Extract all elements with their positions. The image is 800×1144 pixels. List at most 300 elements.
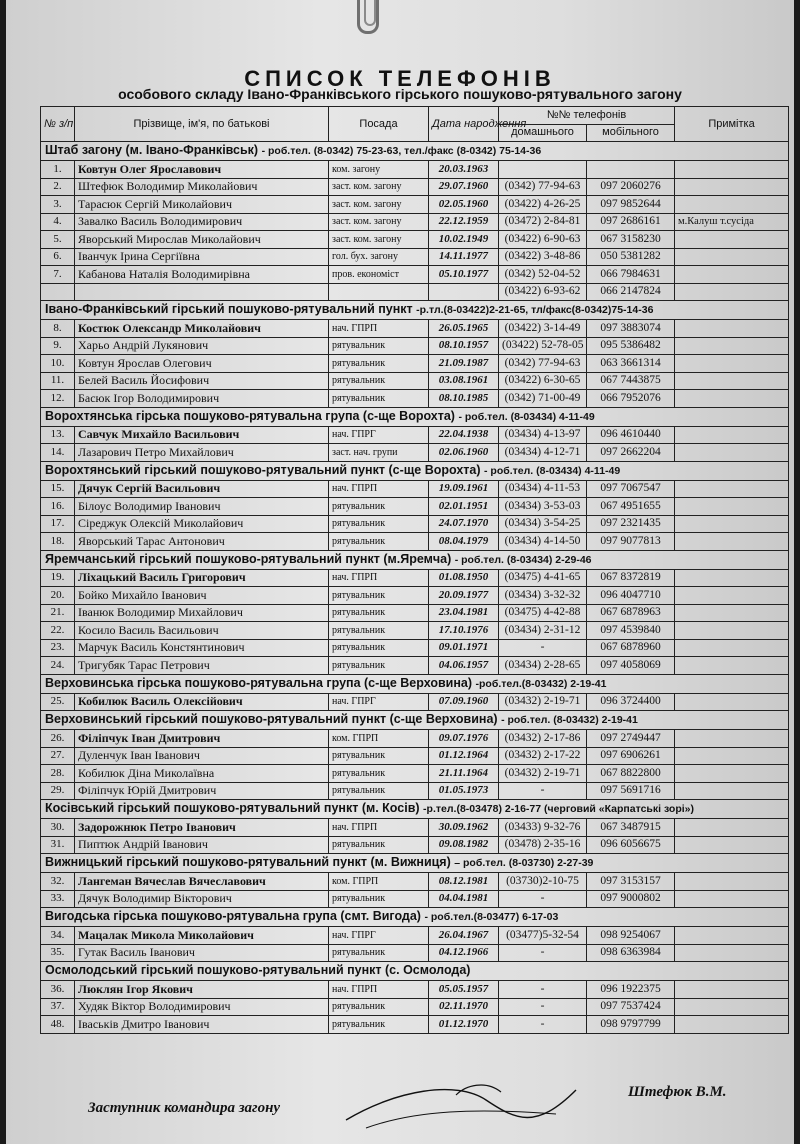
mobile-phone: 097 6906261 <box>587 747 675 765</box>
person-name: Худяк Віктор Володимирович <box>75 998 329 1016</box>
section-cell <box>41 800 789 819</box>
header-dob: Дата народження <box>429 107 499 142</box>
section-cell <box>41 908 789 927</box>
section-header <box>41 674 789 693</box>
home-phone: (03434) 4-14-50 <box>499 533 587 551</box>
section-phone: -р.тел.(8-03478) 2-16-77 (черговий «Карпатські зорі») <box>423 803 695 815</box>
row-note <box>675 657 789 675</box>
home-phone: (03434) 3-54-25 <box>499 515 587 533</box>
mobile-phone: 067 6878963 <box>587 604 675 622</box>
row-number: 8. <box>41 320 75 338</box>
home-phone: - <box>499 998 587 1016</box>
row-note <box>675 372 789 390</box>
mobile-phone: 097 5691716 <box>587 782 675 800</box>
section-cell <box>41 461 789 480</box>
home-phone: - <box>499 782 587 800</box>
mobile-phone: 098 6363984 <box>587 944 675 962</box>
person-name: Штефюк Володимир Миколайович <box>75 178 329 196</box>
row-note <box>675 444 789 462</box>
header-name: Прізвище, ім'я, по батькові <box>75 107 329 142</box>
mobile-phone: 067 8822800 <box>587 765 675 783</box>
row-note <box>675 747 789 765</box>
person-name: Лангеман Вячеслав Вячеславович <box>75 873 329 891</box>
row-note <box>675 248 789 266</box>
home-phone: - <box>499 639 587 657</box>
home-phone: - <box>499 944 587 962</box>
person-name: Харьо Андрій Лукянович <box>75 337 329 355</box>
row-number: 19. <box>41 569 75 587</box>
person-position: рятувальник <box>329 337 429 355</box>
mobile-phone: 097 4539840 <box>587 622 675 640</box>
row-number: 30. <box>41 819 75 837</box>
section-cell <box>41 407 789 426</box>
person-name: Завалко Василь Володимирович <box>75 213 329 231</box>
table-row <box>41 890 789 908</box>
mobile-phone: 067 4951655 <box>587 498 675 516</box>
person-position: рятувальник <box>329 944 429 962</box>
mobile-phone: 097 2060276 <box>587 178 675 196</box>
table-row <box>41 515 789 533</box>
home-phone: (03422) 6-30-65 <box>499 372 587 390</box>
header-phones: №№ телефонів <box>499 107 675 125</box>
person-position: нач. ГПРГ <box>329 426 429 444</box>
section-phone: - роб.тел. (8-0342) 75-23-63, тел./факс (8-0342) 75-14-36 <box>261 145 542 157</box>
row-number: 12. <box>41 390 75 408</box>
section-cell <box>41 674 789 693</box>
person-name: Яворський Мирослав Миколайович <box>75 231 329 249</box>
person-position: заст. нач. групи <box>329 444 429 462</box>
mobile-phone: 066 7952076 <box>587 390 675 408</box>
birth-date: 22.04.1938 <box>429 426 499 444</box>
table-row <box>41 355 789 373</box>
person-name: Ковтун Олег Ярославович <box>75 161 329 179</box>
home-phone: (03730)2-10-75 <box>499 873 587 891</box>
birth-date: 09.08.1982 <box>429 836 499 854</box>
person-name: Мацалак Микола Миколайович <box>75 927 329 945</box>
row-number: 31. <box>41 836 75 854</box>
mobile-phone: 063 3661314 <box>587 355 675 373</box>
header-position: Посада <box>329 107 429 142</box>
birth-date: 09.07.1976 <box>429 730 499 748</box>
home-phone: (03434) 4-13-97 <box>499 426 587 444</box>
row-number: 16. <box>41 498 75 516</box>
section-title: Ворохтянський гірський пошуково-рятувальний пункт (с-ще Ворохта) <box>45 462 481 477</box>
row-note <box>675 533 789 551</box>
person-position: ком. загону <box>329 161 429 179</box>
person-position: рятувальник <box>329 372 429 390</box>
mobile-phone: 097 2686161 <box>587 213 675 231</box>
person-name: Косило Василь Васильович <box>75 622 329 640</box>
table-row <box>41 836 789 854</box>
mobile-phone: 097 9852644 <box>587 196 675 214</box>
person-position: рятувальник <box>329 765 429 783</box>
section-phone: -р.тл.(8-03422)2-21-65, тл/факс(8-0342)75-14-36 <box>416 304 654 316</box>
section-cell <box>41 142 789 161</box>
birth-date: 08.10.1957 <box>429 337 499 355</box>
row-number: 14. <box>41 444 75 462</box>
person-position: рятувальник <box>329 498 429 516</box>
person-position: заст. ком. загону <box>329 213 429 231</box>
person-position: заст. ком. загону <box>329 196 429 214</box>
mobile-phone: 097 3153157 <box>587 873 675 891</box>
row-number: 9. <box>41 337 75 355</box>
mobile-phone: 067 3487915 <box>587 819 675 837</box>
row-note <box>675 836 789 854</box>
home-phone: (0342) 77-94-63 <box>499 178 587 196</box>
row-number: 27. <box>41 747 75 765</box>
home-phone: (0342) 77-94-63 <box>499 355 587 373</box>
person-name: Лазарович Петро Михайлович <box>75 444 329 462</box>
row-note <box>675 480 789 498</box>
person-position: пров. економіст <box>329 266 429 284</box>
section-header <box>41 800 789 819</box>
handwritten-signature <box>336 1070 586 1140</box>
home-phone: (03433) 9-32-76 <box>499 819 587 837</box>
home-phone: (03434) 2-31-12 <box>499 622 587 640</box>
home-phone: (03432) 2-17-22 <box>499 747 587 765</box>
home-phone: (03475) 4-42-88 <box>499 604 587 622</box>
home-phone: (03422) 3-14-49 <box>499 320 587 338</box>
mobile-phone: 095 5386482 <box>587 337 675 355</box>
table-row <box>41 337 789 355</box>
document-title: СПИСОК ТЕЛЕФОНІВ <box>244 66 556 91</box>
row-number: 48. <box>41 1016 75 1034</box>
birth-date: 02.06.1960 <box>429 444 499 462</box>
birth-date: 26.05.1965 <box>429 320 499 338</box>
person-name: Пиптюк Андрій Іванович <box>75 836 329 854</box>
birth-date: 29.07.1960 <box>429 178 499 196</box>
row-number: 29. <box>41 782 75 800</box>
person-position: нач. ГПРП <box>329 981 429 999</box>
person-position: рятувальник <box>329 657 429 675</box>
birth-date: 04.12.1966 <box>429 944 499 962</box>
row-note <box>675 944 789 962</box>
table-row <box>41 444 789 462</box>
row-number: 25. <box>41 693 75 711</box>
birth-date <box>429 283 499 301</box>
home-phone: - <box>499 981 587 999</box>
birth-date: 05.10.1977 <box>429 266 499 284</box>
section-cell <box>41 711 789 730</box>
row-note <box>675 782 789 800</box>
table-row <box>41 231 789 249</box>
person-name: Бойко Михайло Іванович <box>75 587 329 605</box>
person-name <box>75 283 329 301</box>
row-number: 34. <box>41 927 75 945</box>
person-name: Кабанова Наталія Володимирівна <box>75 266 329 284</box>
table-row <box>41 390 789 408</box>
person-name: Савчук Михайло Васильович <box>75 426 329 444</box>
row-note: м.Калуш т.сусіда <box>675 213 789 231</box>
home-phone: (03422) 3-48-86 <box>499 248 587 266</box>
section-phone: -роб.тел.(8-03432) 2-19-41 <box>475 677 607 690</box>
section-cell <box>41 962 789 981</box>
person-position: рятувальник <box>329 836 429 854</box>
birth-date: 22.12.1959 <box>429 213 499 231</box>
section-title: Верховинська гірська пошуково-рятувальна група (с-ще Верховина) <box>45 675 473 690</box>
document-subtitle: особового складу Івано-Франківського гірського пошуково-рятувального загону <box>118 86 682 102</box>
mobile-phone: 097 4058069 <box>587 657 675 675</box>
person-name: Дячук Володимир Вікторович <box>75 890 329 908</box>
row-note <box>675 320 789 338</box>
mobile-phone: 097 9077813 <box>587 533 675 551</box>
home-phone: (03478) 2-35-16 <box>499 836 587 854</box>
person-position: рятувальник <box>329 587 429 605</box>
person-position: рятувальник <box>329 782 429 800</box>
row-note <box>675 587 789 605</box>
section-title: Вижницький гірський пошуково-рятувальний пункт (м. Вижниця) <box>45 855 451 869</box>
person-position: нач. ГПРП <box>329 320 429 338</box>
table-row <box>41 587 789 605</box>
person-position: нач. ГПРГ <box>329 927 429 945</box>
birth-date: 26.04.1967 <box>429 927 499 945</box>
person-position <box>329 283 429 301</box>
section-phone: – роб.тел. (8-03730) 2-27-39 <box>454 857 594 869</box>
row-number: 6. <box>41 248 75 266</box>
table-row <box>41 372 789 390</box>
birth-date: 19.09.1961 <box>429 480 499 498</box>
home-phone: (03422) 6-93-62 <box>499 283 587 301</box>
row-note <box>675 765 789 783</box>
person-name: Білоус Володимир Іванович <box>75 498 329 516</box>
person-position: рятувальник <box>329 533 429 551</box>
table-row <box>41 944 789 962</box>
person-name: Кобилюк Діна Миколаївна <box>75 765 329 783</box>
row-number: 18. <box>41 533 75 551</box>
table-row <box>41 981 789 999</box>
table-row <box>41 730 789 748</box>
section-cell <box>41 550 789 569</box>
home-phone: (03422) 4-26-25 <box>499 196 587 214</box>
section-title: Яремчанський гірський пошуково-рятувальний пункт (м.Яремча) <box>45 551 452 566</box>
birth-date: 01.05.1973 <box>429 782 499 800</box>
mobile-phone: 050 5381282 <box>587 248 675 266</box>
person-name: Тарасюк Сергій Миколайович <box>75 196 329 214</box>
birth-date: 04.06.1957 <box>429 657 499 675</box>
header-mobile: мобільного <box>587 124 675 142</box>
row-number: 5. <box>41 231 75 249</box>
row-note <box>675 998 789 1016</box>
row-note <box>675 426 789 444</box>
person-position: рятувальник <box>329 355 429 373</box>
person-position: рятувальник <box>329 890 429 908</box>
section-header <box>41 301 789 320</box>
table-row <box>41 747 789 765</box>
row-number: 37. <box>41 998 75 1016</box>
table-row <box>41 622 789 640</box>
mobile-phone: 066 2147824 <box>587 283 675 301</box>
home-phone: (0342) 52-04-52 <box>499 266 587 284</box>
person-name: Белей Василь Йосифович <box>75 372 329 390</box>
table-row <box>41 693 789 711</box>
table-row <box>41 927 789 945</box>
table-row <box>41 1016 789 1034</box>
birth-date: 08.04.1979 <box>429 533 499 551</box>
person-position: нач. ГПРП <box>329 819 429 837</box>
section-title: Осмолодський гірський пошуково-рятувальний пункт (с. Осмолода) <box>45 963 471 977</box>
mobile-phone: 096 4047710 <box>587 587 675 605</box>
person-name: Ліхацький Василь Григорович <box>75 569 329 587</box>
home-phone: (03432) 2-19-71 <box>499 765 587 783</box>
table-row <box>41 266 789 284</box>
row-number: 20. <box>41 587 75 605</box>
section-phone: - роб.тел. (8-03434) 4-11-49 <box>484 464 621 477</box>
table-row <box>41 998 789 1016</box>
signer-title: Заступник командира загону <box>88 1100 281 1116</box>
person-name: Костюк Олександр Миколайович <box>75 320 329 338</box>
row-number: 11. <box>41 372 75 390</box>
section-phone: - роб.тел. (8-03434) 4-11-49 <box>458 410 595 423</box>
row-note <box>675 622 789 640</box>
birth-date: 02.11.1970 <box>429 998 499 1016</box>
home-phone: (03422) 52-78-05 <box>499 337 587 355</box>
row-number: 15. <box>41 480 75 498</box>
row-note <box>675 161 789 179</box>
person-name: Задорожнюк Петро Іванович <box>75 819 329 837</box>
home-phone: (03472) 2-84-81 <box>499 213 587 231</box>
birth-date: 17.10.1976 <box>429 622 499 640</box>
table-row <box>41 178 789 196</box>
mobile-phone: 096 3724400 <box>587 693 675 711</box>
row-note <box>675 337 789 355</box>
row-number: 36. <box>41 981 75 999</box>
birth-date: 20.09.1977 <box>429 587 499 605</box>
row-number: 32. <box>41 873 75 891</box>
row-note <box>675 178 789 196</box>
person-position: рятувальник <box>329 622 429 640</box>
header-home: домашнього <box>499 124 587 142</box>
table-row <box>41 213 789 231</box>
home-phone: (03434) 3-32-32 <box>499 587 587 605</box>
table-row <box>41 819 789 837</box>
birth-date: 05.05.1957 <box>429 981 499 999</box>
birth-date: 07.09.1960 <box>429 693 499 711</box>
row-number: 28. <box>41 765 75 783</box>
row-note <box>675 730 789 748</box>
mobile-phone: 097 2662204 <box>587 444 675 462</box>
row-note <box>675 890 789 908</box>
person-position: нач. ГПРГ <box>329 693 429 711</box>
person-position: рятувальник <box>329 1016 429 1034</box>
section-title: Вигодська гірська пошуково-рятувальна група (смт. Вигода) <box>45 909 421 923</box>
row-note <box>675 927 789 945</box>
birth-date: 14.11.1977 <box>429 248 499 266</box>
table-row <box>41 765 789 783</box>
person-position: рятувальник <box>329 604 429 622</box>
row-number: 1. <box>41 161 75 179</box>
mobile-phone: 067 8372819 <box>587 569 675 587</box>
person-position: ком. ГПРП <box>329 873 429 891</box>
home-phone: (03432) 2-17-86 <box>499 730 587 748</box>
table-row <box>41 657 789 675</box>
row-number: 4. <box>41 213 75 231</box>
section-phone: - роб.тел.(8-03477) 6-17-03 <box>424 911 559 923</box>
table-row <box>41 196 789 214</box>
person-name: Басюк Ігор Володимирович <box>75 390 329 408</box>
section-header <box>41 461 789 480</box>
birth-date: 20.03.1963 <box>429 161 499 179</box>
person-name: Іванчук Ірина Сергіївна <box>75 248 329 266</box>
section-title: Івано-Франківський гірський пошуково-рятувальний пункт <box>45 302 413 316</box>
table-row <box>41 248 789 266</box>
person-position: рятувальник <box>329 747 429 765</box>
person-name: Дуленчук Іван Іванович <box>75 747 329 765</box>
mobile-phone: 097 9000802 <box>587 890 675 908</box>
section-header <box>41 711 789 730</box>
birth-date: 08.10.1985 <box>429 390 499 408</box>
row-note <box>675 355 789 373</box>
home-phone: (03434) 3-53-03 <box>499 498 587 516</box>
section-header <box>41 550 789 569</box>
table-row <box>41 782 789 800</box>
section-title: Ворохтянська гірська пошуково-рятувальна група (с-ще Ворохта) <box>45 408 455 423</box>
person-name: Філіпчук Іван Дмитрович <box>75 730 329 748</box>
section-header <box>41 854 789 873</box>
mobile-phone: 097 3883074 <box>587 320 675 338</box>
row-note <box>675 604 789 622</box>
table-row <box>41 480 789 498</box>
row-note <box>675 569 789 587</box>
birth-date: 30.09.1962 <box>429 819 499 837</box>
home-phone: (03422) 6-90-63 <box>499 231 587 249</box>
person-position: ком. ГПРП <box>329 730 429 748</box>
document-page <box>6 0 794 1144</box>
mobile-phone: 067 3158230 <box>587 231 675 249</box>
section-phone: - роб.тел. (8-03432) 2-19-41 <box>501 714 638 726</box>
person-position: заст. ком. загону <box>329 231 429 249</box>
birth-date: 04.04.1981 <box>429 890 499 908</box>
row-note <box>675 981 789 999</box>
table-row <box>41 320 789 338</box>
table-row <box>41 283 789 301</box>
table-row <box>41 604 789 622</box>
home-phone: - <box>499 1016 587 1034</box>
section-header <box>41 407 789 426</box>
row-number: 33. <box>41 890 75 908</box>
section-header <box>41 908 789 927</box>
row-note <box>675 873 789 891</box>
mobile-phone: 098 9254067 <box>587 927 675 945</box>
table-row <box>41 569 789 587</box>
mobile-phone: 097 7067547 <box>587 480 675 498</box>
person-position: нач. ГПРП <box>329 480 429 498</box>
person-name: Іваськів Дмитро Іванович <box>75 1016 329 1034</box>
home-phone: (03434) 4-11-53 <box>499 480 587 498</box>
mobile-phone: 096 6056675 <box>587 836 675 854</box>
birth-date: 21.11.1964 <box>429 765 499 783</box>
birth-date: 23.04.1981 <box>429 604 499 622</box>
home-phone: (03434) 4-12-71 <box>499 444 587 462</box>
mobile-phone: 097 7537424 <box>587 998 675 1016</box>
section-cell <box>41 301 789 320</box>
section-phone: - роб.тел. (8-03434) 2-29-46 <box>454 553 592 566</box>
person-name: Яворський Тарас Антонович <box>75 533 329 551</box>
birth-date: 01.12.1970 <box>429 1016 499 1034</box>
row-number <box>41 283 75 301</box>
row-number: 13. <box>41 426 75 444</box>
row-note <box>675 498 789 516</box>
section-title: Штаб загону (м. Івано-Франківськ) <box>45 143 259 157</box>
header-note: Примітка <box>675 107 789 142</box>
row-number: 24. <box>41 657 75 675</box>
person-position: рятувальник <box>329 390 429 408</box>
mobile-phone: 097 2749447 <box>587 730 675 748</box>
home-phone: (03434) 2-28-65 <box>499 657 587 675</box>
row-number: 17. <box>41 515 75 533</box>
table-row <box>41 873 789 891</box>
person-name: Сіреджук Олексій Миколайович <box>75 515 329 533</box>
person-position: рятувальник <box>329 639 429 657</box>
